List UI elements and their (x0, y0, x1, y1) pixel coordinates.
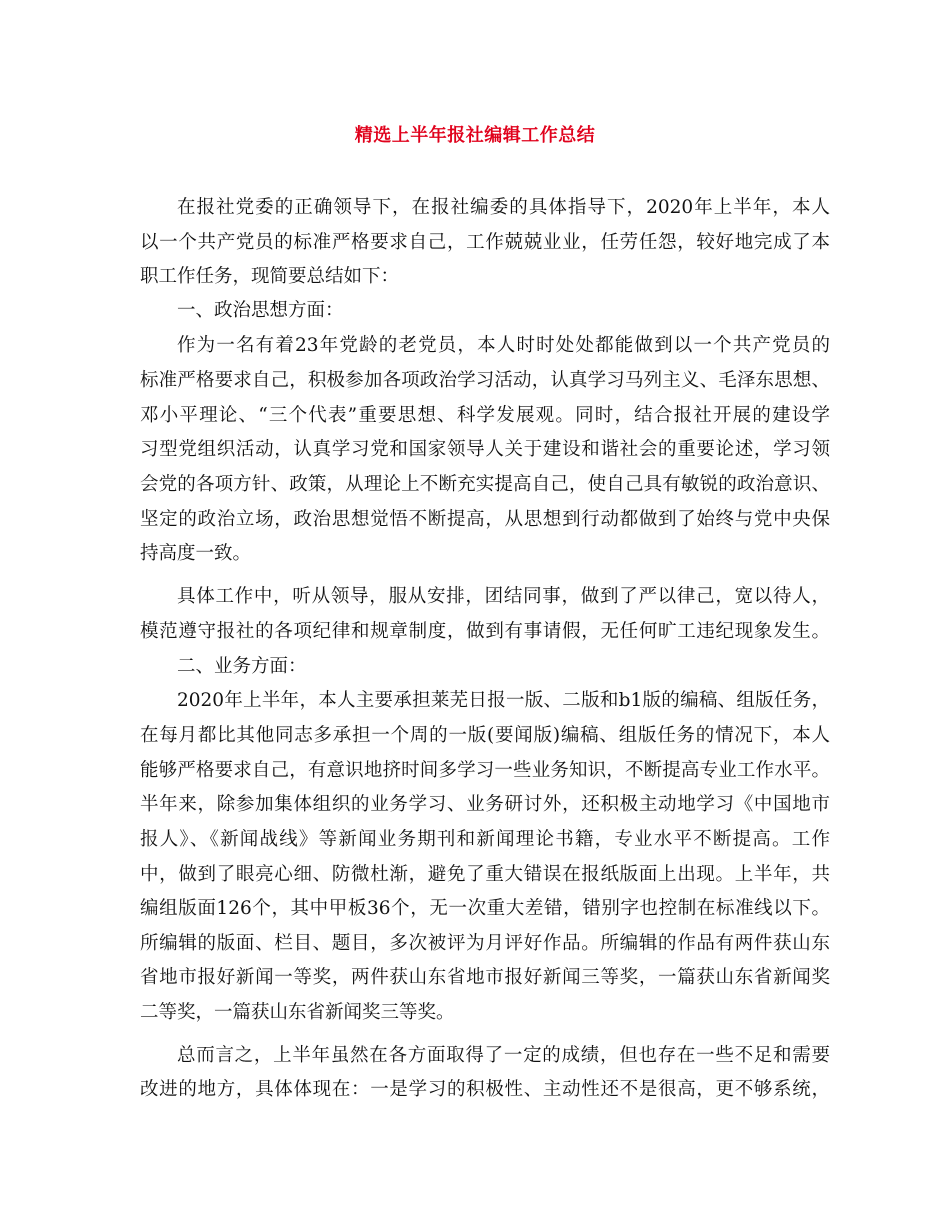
text-line: 邓小平理论、“三个代表”重要思想、科学发展观。同时，结合报社开展的建设学 (140, 405, 830, 426)
section-heading: 二、业务方面： (177, 656, 307, 677)
text-line: 报人》、《新闻战线》等新闻业务期刊和新闻理论书籍，专业水平不断提高。工作 (140, 829, 830, 850)
text-line: 二等奖，一篇获山东省新闻奖三等奖。 (140, 1002, 455, 1023)
text-line: 编组版面126个，其中甲板36个，无一次重大差错，错别字也控制在标准线以下。 (140, 898, 830, 919)
text-line: 作为一名有着23年党龄的老党员，本人时时处处都能做到以一个共产党员的 (177, 335, 830, 356)
section-heading: 一、政治思想方面： (177, 300, 344, 321)
document-title: 精选上半年报社编辑工作总结 (354, 125, 596, 146)
text-line: 职工作任务，现简要总结如下： (140, 266, 400, 287)
text-line: 以一个共产党员的标准严格要求自己，工作兢兢业业，任劳任怨，较好地完成了本 (140, 232, 830, 253)
text-line: 标准严格要求自己，积极参加各项政治学习活动，认真学习马列主义、毛泽东思想、 (140, 370, 830, 391)
text-line: 改进的地方，具体体现在：一是学习的积极性、主动性还不是很高，更不够系统， (140, 1079, 830, 1100)
text-line: 中，做到了眼亮心细、防微杜渐，避免了重大错误在报纸版面上出现。上半年，共 (140, 864, 830, 885)
text-line: 模范遵守报社的各项纪律和规章制度，做到有事请假，无任何旷工违纪现象发生。 (140, 621, 830, 642)
text-line: 坚定的政治立场，政治思想觉悟不断提高，从思想到行动都做到了始终与党中央保 (140, 509, 830, 530)
text-line: 习型党组织活动，认真学习党和国家领导人关于建设和谐社会的重要论述，学习领 (140, 439, 830, 460)
text-line: 持高度一致。 (140, 543, 252, 564)
text-line: 2020年上半年，本人主要承担莱芜日报一版、二版和b1版的编稿、组版任务， (177, 690, 830, 711)
text-line: 在报社党委的正确领导下，在报社编委的具体指导下，2020年上半年，本人 (177, 197, 830, 218)
text-line: 会党的各项方针、政策，从理论上不断充实提高自己，使自己具有敏锐的政治意识、 (140, 474, 830, 495)
text-line: 半年来，除参加集体组织的业务学习、业务研讨外，还积极主动地学习《中国地市 (140, 794, 830, 815)
text-line: 能够严格要求自己，有意识地挤时间多学习一些业务知识，不断提高专业工作水平。 (140, 760, 830, 781)
text-line: 具体工作中，听从领导，服从安排，团结同事，做到了严以律己，宽以待人， (177, 586, 830, 607)
text-line: 所编辑的版面、栏目、题目，多次被评为月评好作品。所编辑的作品有两件获山东 (140, 933, 830, 954)
text-line: 省地市报好新闻一等奖，两件获山东省地市报好新闻三等奖，一篇获山东省新闻奖 (140, 967, 830, 988)
text-line: 总而言之，上半年虽然在各方面取得了一定的成绩，但也存在一些不足和需要 (177, 1045, 830, 1066)
text-line: 在每月都比其他同志多承担一个周的一版(要闻版)编稿、组版任务的情况下，本人 (140, 725, 830, 746)
